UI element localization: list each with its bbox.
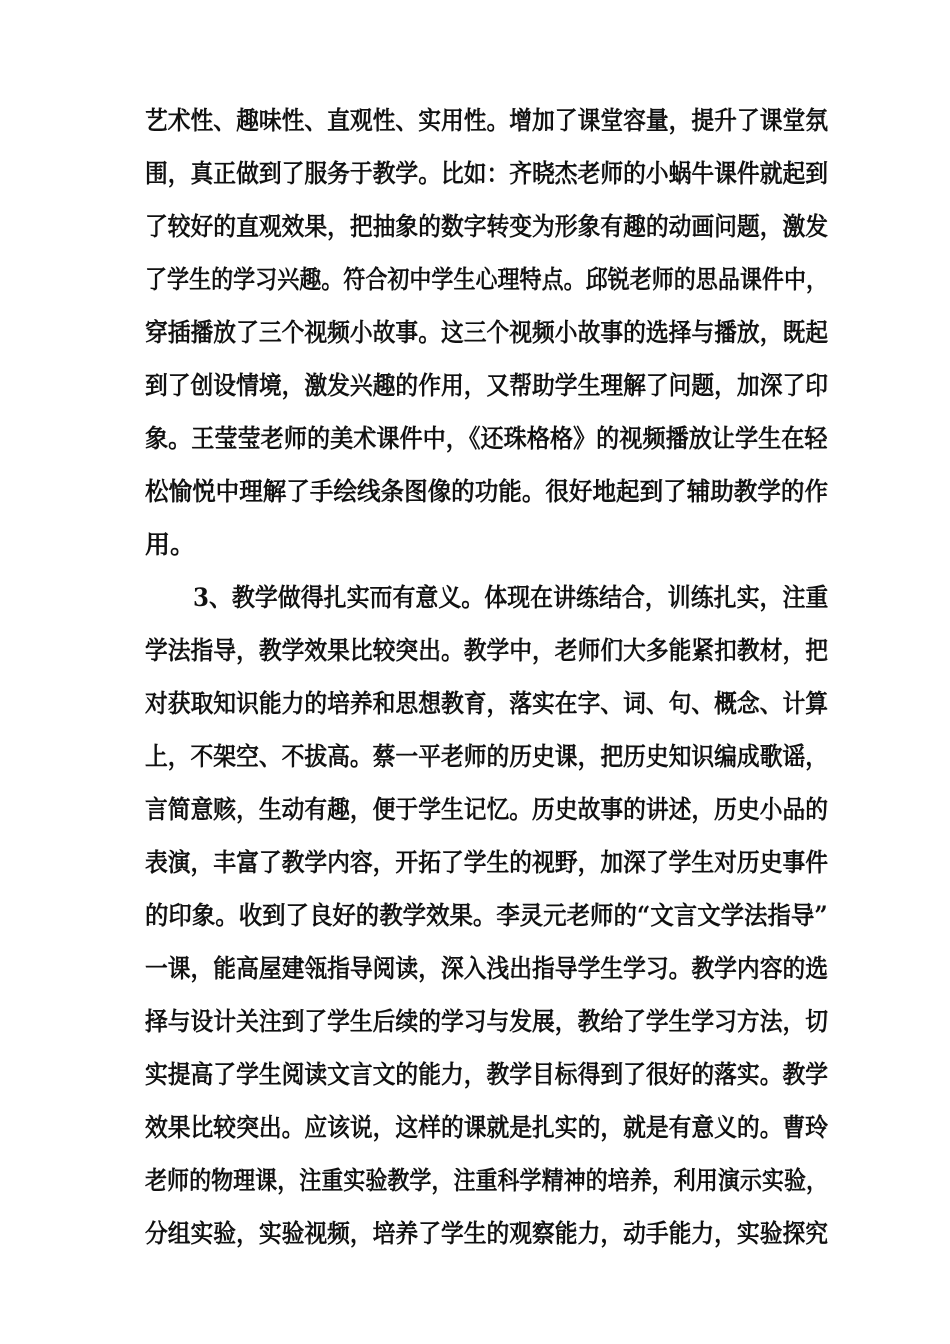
paragraph-1-line: 到了创设情境，激发兴趣的作用，又帮助学生理解了问题，加深了印 xyxy=(145,371,829,400)
paragraph-2-line: 对获取知识能力的培养和思想教育，落实在字、词、句、概念、计算 xyxy=(145,689,829,718)
paragraph-2-line: 实提高了学生阅读文言文的能力，教学目标得到了很好的落实。教学 xyxy=(145,1060,829,1089)
paragraph-1-line: 穿插播放了三个视频小故事。这三个视频小故事的选择与播放，既起 xyxy=(145,318,829,347)
paragraph-1-line: 了学生的学习兴趣。符合初中学生心理特点。邱锐老师的思品课件中， xyxy=(145,265,829,294)
paragraph-2-line: 表演，丰富了教学内容，开拓了学生的视野，加深了学生对历史事件 xyxy=(145,848,829,877)
paragraph-1-line: 艺术性、趣味性、直观性、实用性。增加了课堂容量，提升了课堂氛 xyxy=(145,106,829,135)
paragraph-2-line: 老师的物理课，注重实验教学，注重科学精神的培养，利用演示实验， xyxy=(145,1166,829,1195)
paragraph-2-line: 上，不架空、不拔高。蔡一平老师的历史课，把历史知识编成歌谣， xyxy=(145,742,829,771)
paragraph-2-line: 的印象。收到了良好的教学效果。李灵元老师的“文言文学法指导” xyxy=(145,901,828,930)
paragraph-2-line: 一课，能高屋建瓴指导阅读，深入浅出指导学生学习。教学内容的选 xyxy=(145,954,829,983)
paragraph-2-line: 择与设计关注到了学生后续的学习与发展，教给了学生学习方法，切 xyxy=(145,1007,829,1036)
paragraph-2-line: 分组实验，实验视频，培养了学生的观察能力，动手能力，实验探究 xyxy=(145,1219,829,1248)
paragraph-1-line: 松愉悦中理解了手绘线条图像的功能。很好地起到了辅助教学的作 xyxy=(145,477,829,506)
paragraph-1-line: 围，真正做到了服务于教学。比如：齐晓杰老师的小蜗牛课件就起到 xyxy=(145,159,829,188)
paragraph-2-line: 言简意赅，生动有趣，便于学生记忆。历史故事的讲述，历史小品的 xyxy=(145,795,829,824)
paragraph-1-line: 用。 xyxy=(145,530,196,559)
paragraph-1-line: 象。王莹莹老师的美术课件中，《还珠格格》的视频播放让学生在轻 xyxy=(145,424,828,453)
paragraph-2-line: 效果比较突出。应该说，这样的课就是扎实的，就是有意义的。曹玲 xyxy=(145,1113,829,1142)
paragraph-2-line: 学法指导，教学效果比较突出。教学中，老师们大多能紧扣教材，把 xyxy=(145,636,829,665)
paragraph-2-line: 3、教学做得扎实而有意义。体现在讲练结合，训练扎实，注重 xyxy=(193,583,829,612)
paragraph-1-line: 了较好的直观效果，把抽象的数字转变为形象有趣的动画问题，激发 xyxy=(145,212,829,241)
